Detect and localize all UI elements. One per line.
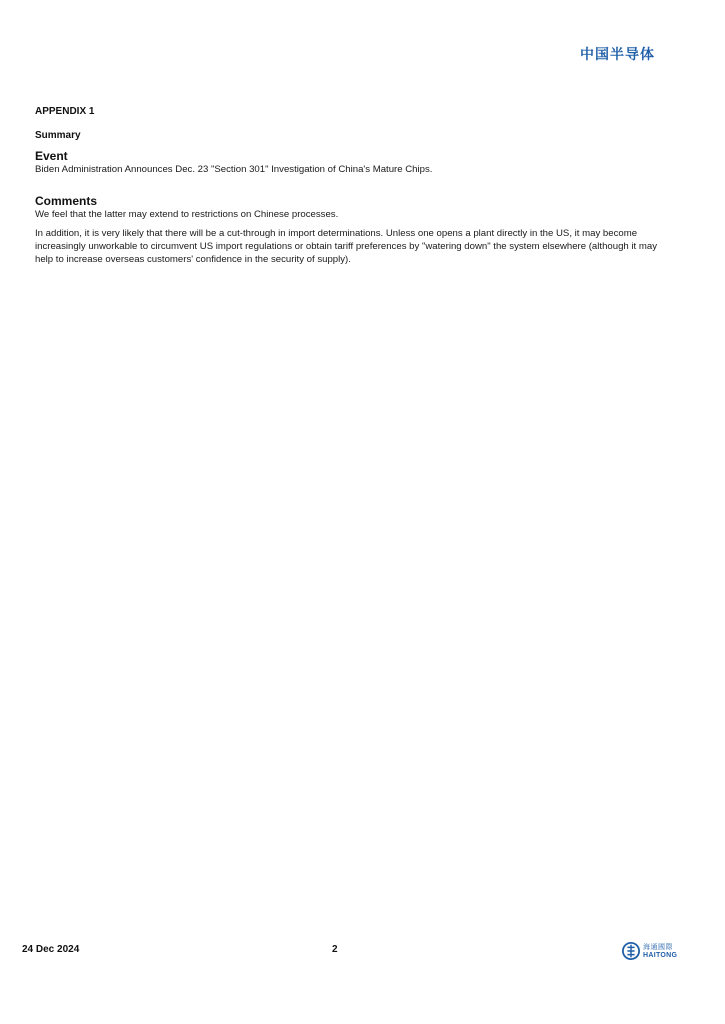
comments-section: [35, 194, 675, 266]
logo-text: [643, 944, 677, 959]
report-body: [35, 106, 675, 272]
comments-paragraph: In addition, it is very likely that there will be a cut-through in import determinations. Unless one opens a plant directly in the US, it may become increasingly unworkable to circumvent US import regulations or obtain tariff preferences by "watering down" the system elsewhere (although it may help to increase overseas customers' confidence in the security of supply).: [35, 228, 657, 265]
comments-paragraph: We feel that the latter may extend to restrictions on Chinese processes.: [35, 209, 339, 220]
summary-label: Summary: [35, 130, 81, 141]
footer-date: 24 Dec 2024: [22, 944, 80, 955]
appendix-label: APPENDIX 1: [35, 106, 95, 117]
page-number: 2: [332, 944, 338, 955]
haitong-logo: [622, 942, 677, 960]
header-title: 中国半导体: [580, 47, 655, 63]
logo-chinese-text: 海通國際: [643, 942, 673, 951]
event-section: [35, 149, 675, 176]
event-text: Biden Administration Announces Dec. 23 "Section 301" Investigation of China's Mature Chips.: [35, 164, 433, 175]
comments-heading: Comments: [35, 194, 98, 208]
haitong-logo-icon: [622, 942, 640, 960]
logo-english-text: HAITONG: [643, 951, 678, 959]
event-heading: Event: [35, 149, 68, 163]
